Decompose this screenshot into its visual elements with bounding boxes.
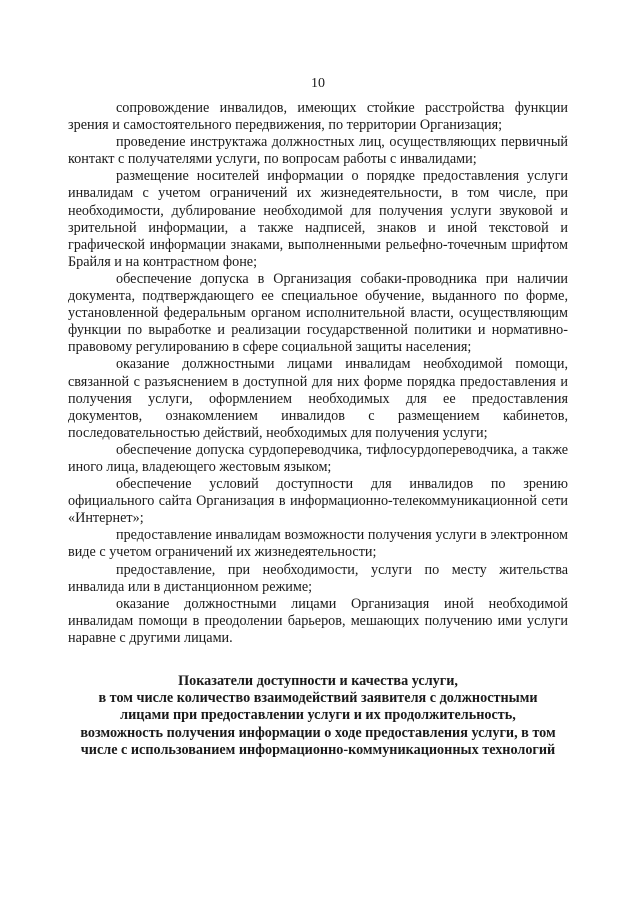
paragraph: оказание должностными лицами инвалидам необходимой помощи, связанной с разъяснением в доступной для них форме порядка предоставления и получения услуги, оформлением необходимых для ее предоставления документов, ознакомлением инвалидов с размещением кабинетов, последовательностью действий, необходимых для получения услуги; — [68, 356, 568, 441]
section-heading — [68, 673, 568, 759]
paragraph: обеспечение условий доступности для инвалидов по зрению официального сайта Организация в информационно-телекоммуникационной сети «Интернет»; — [68, 476, 568, 527]
paragraph: сопровождение инвалидов, имеющих стойкие расстройства функции зрения и самостоятельного передвижения, по территории Организация; — [68, 100, 568, 134]
heading-line: Показатели доступности и качества услуги, — [178, 673, 458, 689]
paragraph: размещение носителей информации о порядке предоставления услуги инвалидам с учетом ограничений их жизнедеятельности, в том числе, при необходимости, дублирование необходимой для получения услуги звуковой и зрительной информации, а также надписей, знаков и иной текстовой и графической информации знаками, выполненными рельефно-точечным шрифтом Брайля и на контрастном фоне; — [68, 168, 568, 270]
page-number: 10 — [311, 76, 325, 91]
paragraph: предоставление, при необходимости, услуги по месту жительства инвалида или в дистанционном режиме; — [68, 561, 568, 595]
paragraph: проведение инструктажа должностных лиц, осуществляющих первичный контакт с получателями услуги, по вопросам работы с инвалидами; — [68, 134, 568, 168]
document-page — [68, 76, 568, 759]
paragraph: обеспечение допуска в Организация собаки-проводника при наличии документа, подтверждающего ее специальное обучение, выданного по форме, установленной федеральным органом исполнительной власти, осуществляющим функции по выработке и реализации государственной политики и нормативно-правовому регулированию в сфере социальной защиты населения; — [68, 270, 568, 356]
body-text — [68, 100, 568, 647]
paragraph: предоставление инвалидам возможности получения услуги в электронном виде с учетом ограничений их жизнедеятельности; — [68, 527, 568, 561]
paragraph: обеспечение допуска сурдопереводчика, тифлосурдопереводчика, а также иного лица, владеющего жестовым языком; — [68, 441, 568, 475]
heading-line: возможность получения информации о ходе предоставления услуги, в том числе с использованием информационно-коммуникационных технологий — [80, 724, 556, 758]
heading-line: в том числе количество взаимодействий заявителя с должностными лицами при предоставлении услуги и их продолжительность, — [98, 690, 538, 724]
paragraph: оказание должностными лицами Организация иной необходимой инвалидам помощи в преодолении барьеров, мешающих получению ими услуги наравне с другими лицами. — [68, 595, 568, 646]
